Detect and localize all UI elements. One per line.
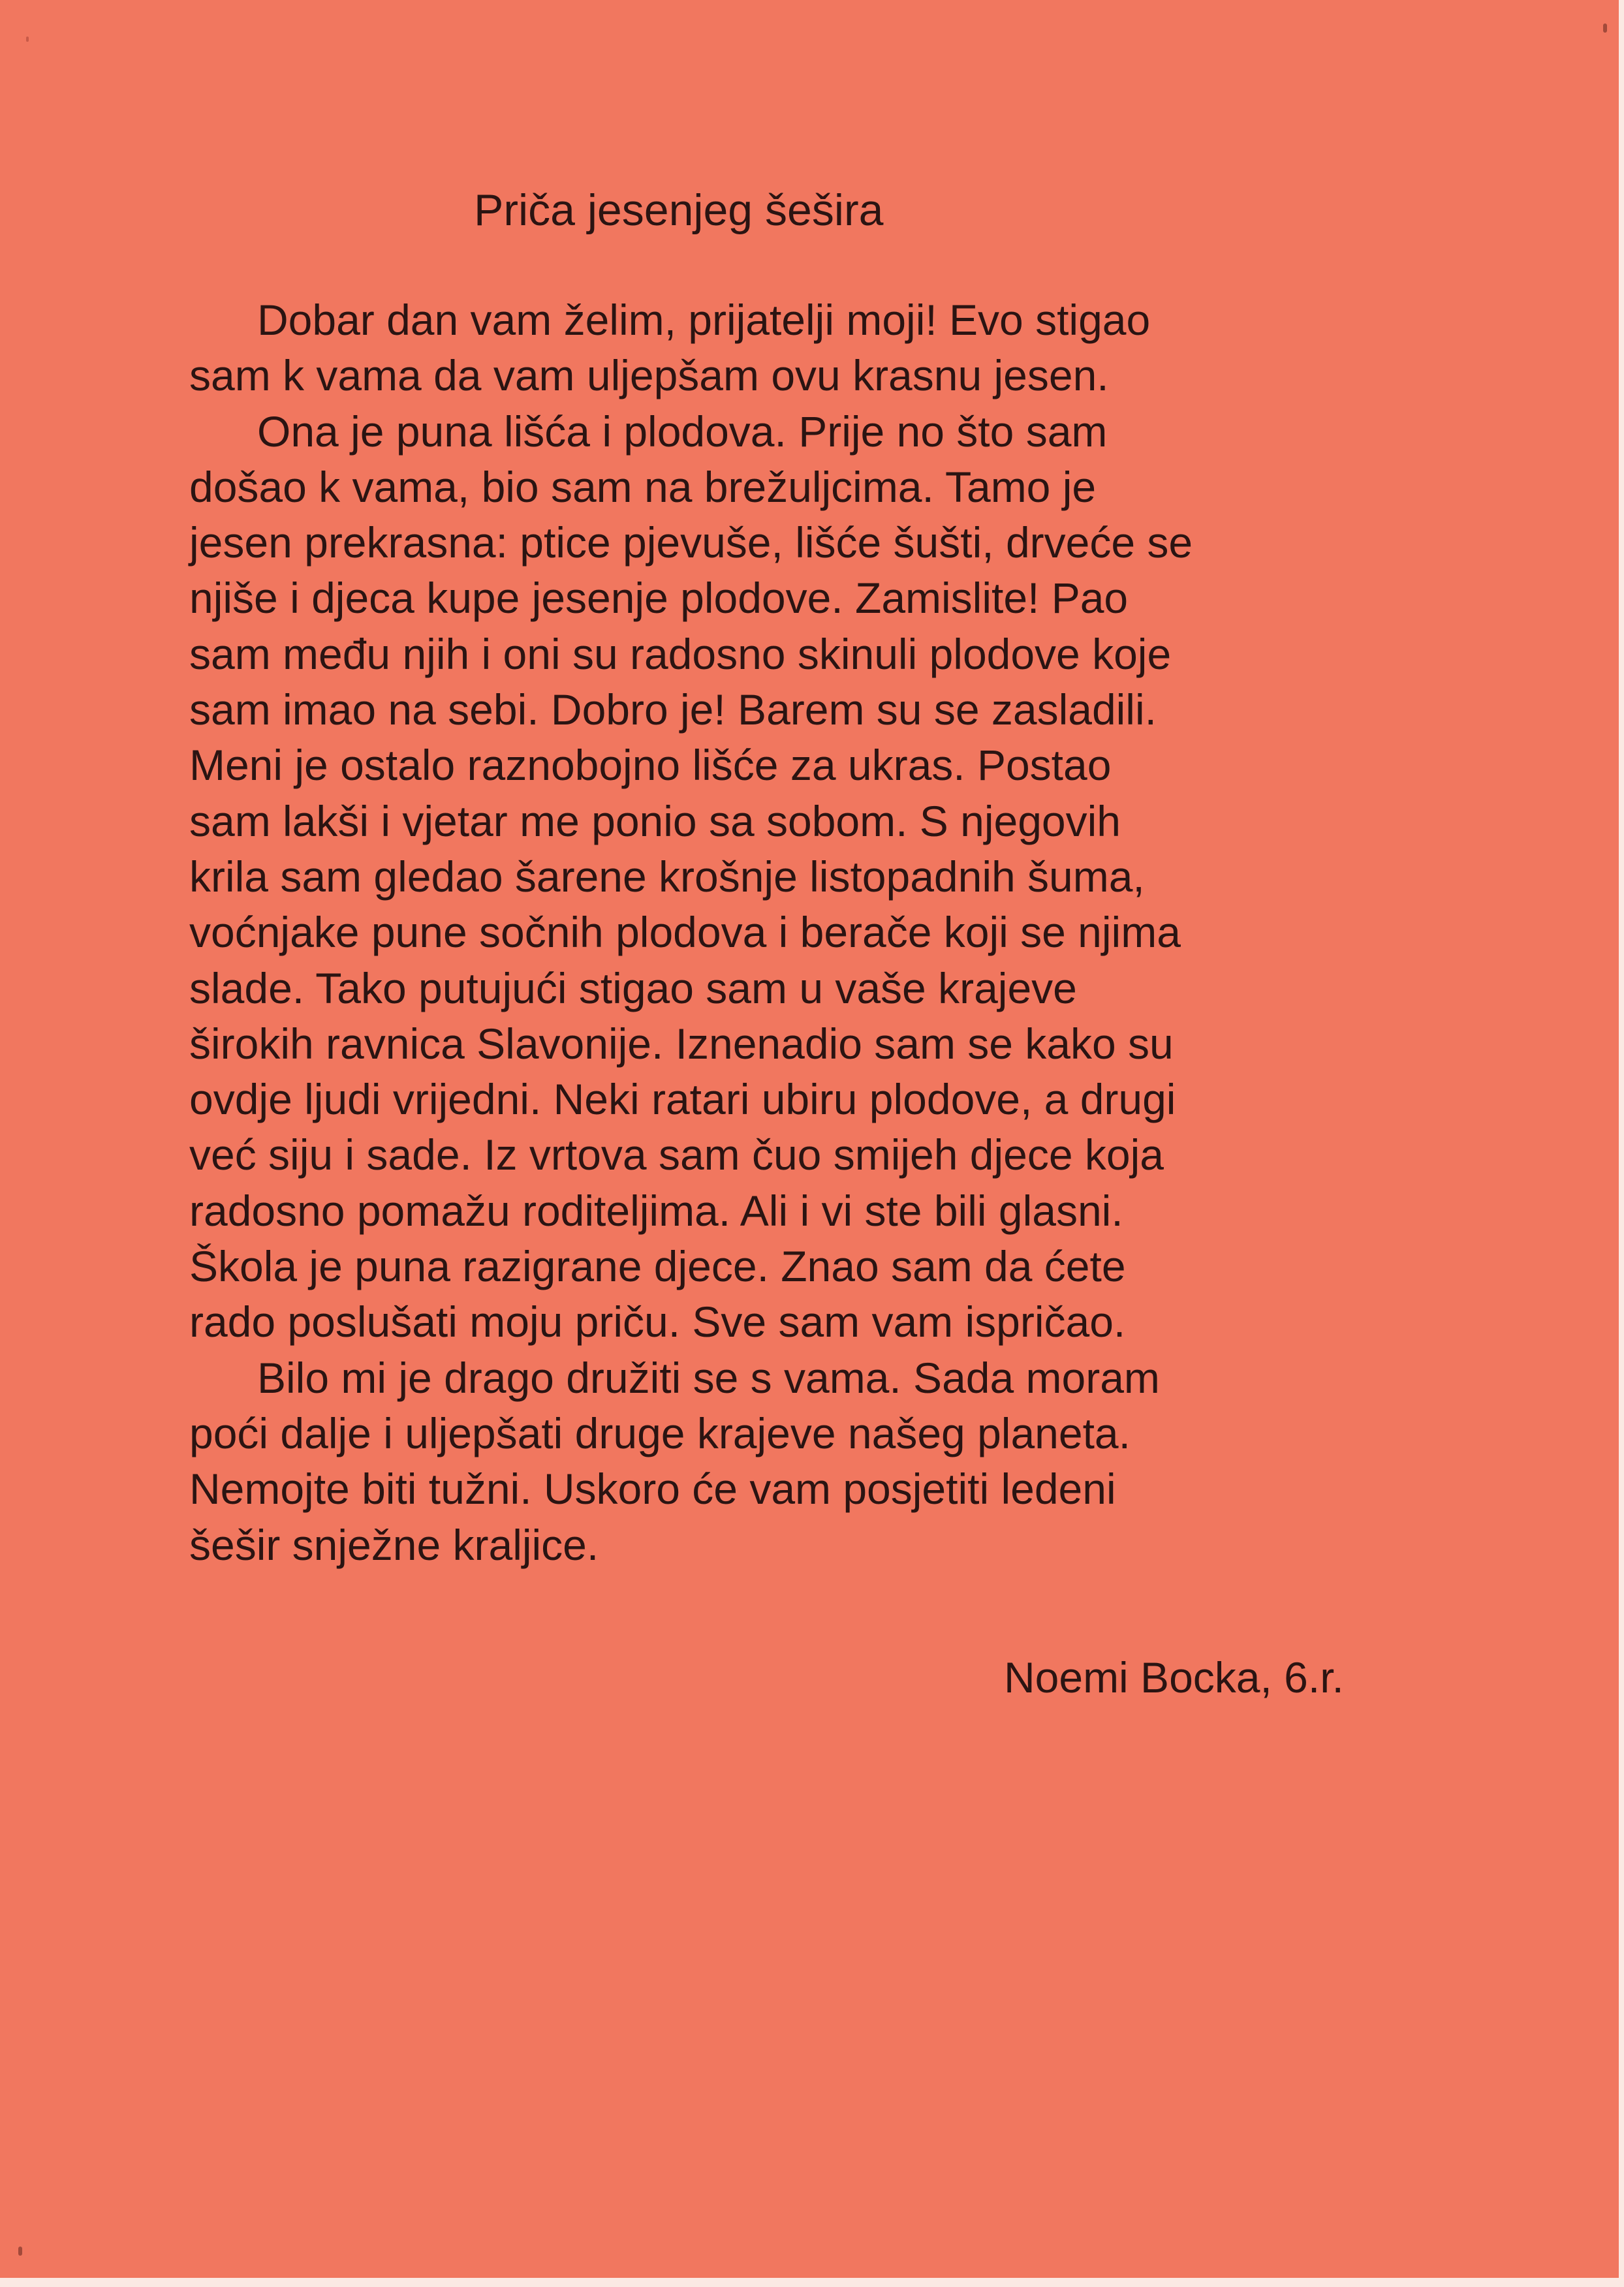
- story-title: Priča jesenjeg šešira: [474, 185, 884, 235]
- paper-speck: [26, 37, 29, 42]
- text-line: sam k vama da vam uljepšam ovu krasnu jesen.: [189, 351, 1109, 400]
- text-line: slade. Tako putujući stigao sam u vaše krajeve: [189, 963, 1077, 1012]
- paper-speck: [1603, 23, 1607, 33]
- text-line: radosno pomažu roditeljima. Ali i vi ste bili glasni.: [189, 1186, 1123, 1235]
- text-line: Škola je puna razigrane djece. Znao sam da ćete: [189, 1242, 1126, 1291]
- text-line: poći dalje i uljepšati druge krajeve našeg planeta.: [189, 1408, 1131, 1457]
- text-line: Meni je ostalo raznobojno lišće za ukras. Postao: [189, 741, 1112, 790]
- text-line: sam lakši i vjetar me ponio sa sobom. S njegovih: [189, 796, 1121, 845]
- text-line: njiše i djeca kupe jesenje plodove. Zamislite! Pao: [189, 574, 1129, 623]
- text-line: Bilo mi je drago družiti se s vama. Sada moram: [257, 1353, 1160, 1402]
- author-signature: Noemi Bocka, 6.r.: [1004, 1653, 1344, 1702]
- text-line: Dobar dan vam želim, prijatelji moji! Evo stigao: [257, 296, 1151, 344]
- text-line: jesen prekrasna: ptice pjevuše, lišće šušti, drveće se: [189, 518, 1193, 567]
- text-line: sam imao na sebi. Dobro je! Barem su se zasladili.: [189, 685, 1157, 734]
- text-line: širokih ravnica Slavonije. Iznenadio sam se kako su: [189, 1019, 1174, 1068]
- paper-speck: [18, 2247, 22, 2256]
- text-line: šešir snježne kraljice.: [189, 1520, 599, 1569]
- text-line: voćnjake pune sočnih plodova i berače koji se njima: [189, 908, 1181, 957]
- text-line: došao k vama, bio sam na brežuljcima. Tamo je: [189, 462, 1097, 511]
- text-line: sam među njih i oni su radosno skinuli plodove koje: [189, 629, 1172, 678]
- text-line: već siju i sade. Iz vrtova sam čuo smijeh djece koja: [189, 1130, 1164, 1179]
- text-line: Ona je puna lišća i plodova. Prije no što sam: [257, 407, 1108, 456]
- text-line: Nemojte biti tužni. Uskoro će vam posjetiti ledeni: [189, 1465, 1116, 1514]
- text-line: rado poslušati moju priču. Sve sam vam ispričao.: [189, 1298, 1126, 1346]
- scan-edge-bottom: [0, 2278, 1624, 2287]
- text-line: krila sam gledao šarene krošnje listopadnih šuma,: [189, 852, 1145, 901]
- scan-edge-right: [1619, 0, 1624, 2287]
- story-body: [189, 292, 1429, 1573]
- text-line: ovdje ljudi vrijedni. Neki ratari ubiru plodove, a drugi: [189, 1075, 1176, 1124]
